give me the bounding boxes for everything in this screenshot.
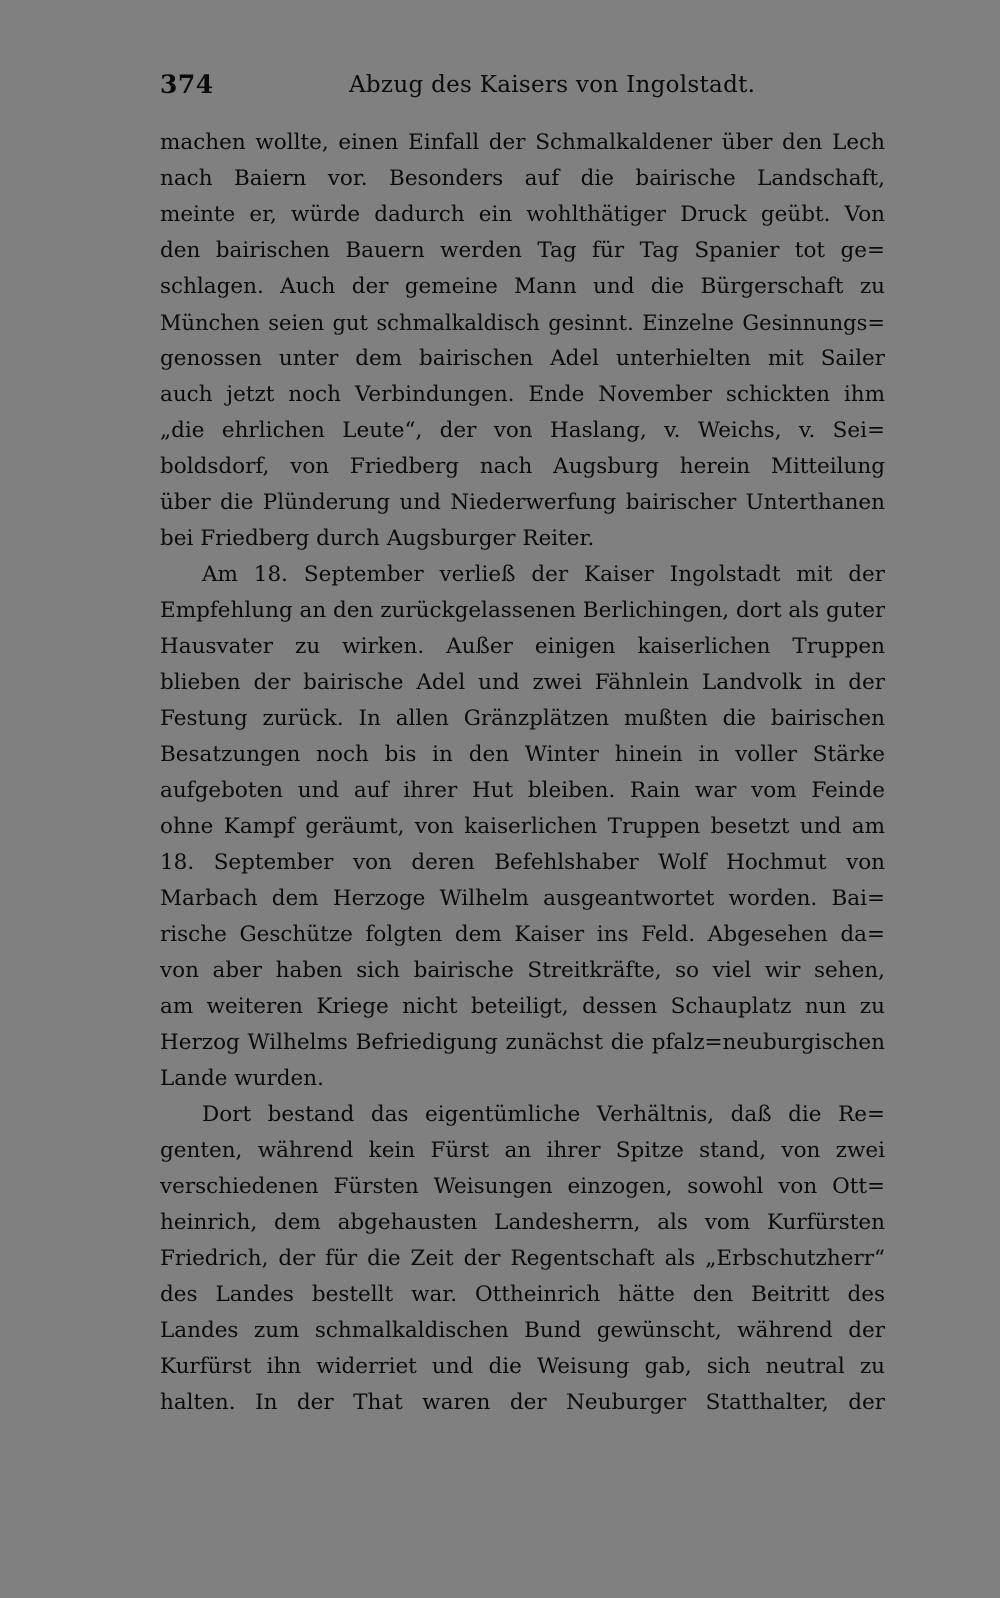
text-line: bei Friedberg durch Augsburger Reiter.	[160, 526, 595, 551]
text-line: Festung zurück. In allen Gränzplätzen mußten die bairischen	[160, 706, 885, 731]
text-line: Besatzungen noch bis in den Winter hinein in voller Stärke	[160, 742, 885, 767]
text-line: machen wollte, einen Einfall der Schmalkaldener über den Lech	[160, 130, 885, 155]
text-line: Herzog Wilhelms Befriedigung zunächst die pfalz=neuburgischen	[160, 1030, 885, 1055]
text-line: am weiteren Kriege nicht beteiligt, dessen Schauplatz nun zu	[160, 994, 885, 1019]
text-line: aufgeboten und auf ihrer Hut bleiben. Rain war vom Feinde	[160, 778, 885, 803]
page-number: 374	[160, 70, 214, 99]
text-line: ohne Kampf geräumt, von kaiserlichen Truppen besetzt und am	[160, 814, 885, 839]
text-line: rische Geschütze folgten dem Kaiser ins Feld. Abgesehen da=	[160, 922, 885, 947]
text-line: von aber haben sich bairische Streitkräfte, so viel wir sehen,	[160, 958, 885, 983]
text-line: genten, während kein Fürst an ihrer Spitze stand, von zwei	[160, 1138, 885, 1163]
text-line: Landes zum schmalkaldischen Bund gewünscht, während der	[160, 1318, 885, 1343]
paragraph-start-line: Am 18. September verließ der Kaiser Ingolstadt mit der	[202, 562, 885, 587]
text-line: 18. September von deren Befehlshaber Wolf Hochmut von	[160, 850, 885, 875]
text-line: Marbach dem Herzoge Wilhelm ausgeantwortet worden. Bai=	[160, 886, 885, 911]
text-line: Friedrich, der für die Zeit der Regentschaft als „Erbschutzherr“	[160, 1246, 885, 1271]
text-line: Hausvater zu wirken. Außer einigen kaiserlichen Truppen	[160, 634, 885, 659]
text-line: nach Baiern vor. Besonders auf die bairische Landschaft,	[160, 166, 885, 191]
text-line: Empfehlung an den zurückgelassenen Berlichingen, dort als guter	[160, 598, 885, 623]
paragraph-start-line: Dort bestand das eigentümliche Verhältnis, daß die Re=	[202, 1102, 885, 1127]
text-line: blieben der bairische Adel und zwei Fähnlein Landvolk in der	[160, 670, 885, 695]
running-head	[160, 70, 885, 106]
running-title: Abzug des Kaisers von Ingolstadt.	[349, 72, 756, 98]
text-line: verschiedenen Fürsten Weisungen einzogen, sowohl von Ott=	[160, 1174, 885, 1199]
body-text	[160, 125, 885, 1421]
text-line: boldsdorf, von Friedberg nach Augsburg herein Mitteilung	[160, 454, 885, 479]
text-line: meinte er, würde dadurch ein wohlthätiger Druck geübt. Von	[160, 202, 885, 227]
text-line: Lande wurden.	[160, 1066, 324, 1091]
text-line: genossen unter dem bairischen Adel unterhielten mit Sailer	[160, 346, 885, 371]
text-line: Kurfürst ihn widerriet und die Weisung gab, sich neutral zu	[160, 1354, 885, 1379]
text-line: über die Plünderung und Niederwerfung bairischer Unterthanen	[160, 490, 885, 515]
text-line: München seien gut schmalkaldisch gesinnt. Einzelne Gesinnungs=	[160, 311, 885, 335]
text-line: halten. In der That waren der Neuburger Statthalter, der	[160, 1390, 885, 1415]
text-line: schlagen. Auch der gemeine Mann und die Bürgerschaft zu	[160, 274, 885, 299]
text-line: heinrich, dem abgehausten Landesherrn, als vom Kurfürsten	[160, 1210, 885, 1235]
text-line: den bairischen Bauern werden Tag für Tag Spanier tot ge=	[160, 238, 885, 263]
text-line: „die ehrlichen Leute“, der von Haslang, v. Weichs, v. Sei=	[160, 418, 885, 443]
text-line: des Landes bestellt war. Ottheinrich hätte den Beitritt des	[160, 1282, 885, 1307]
text-line: auch jetzt noch Verbindungen. Ende November schickten ihm	[160, 382, 885, 407]
